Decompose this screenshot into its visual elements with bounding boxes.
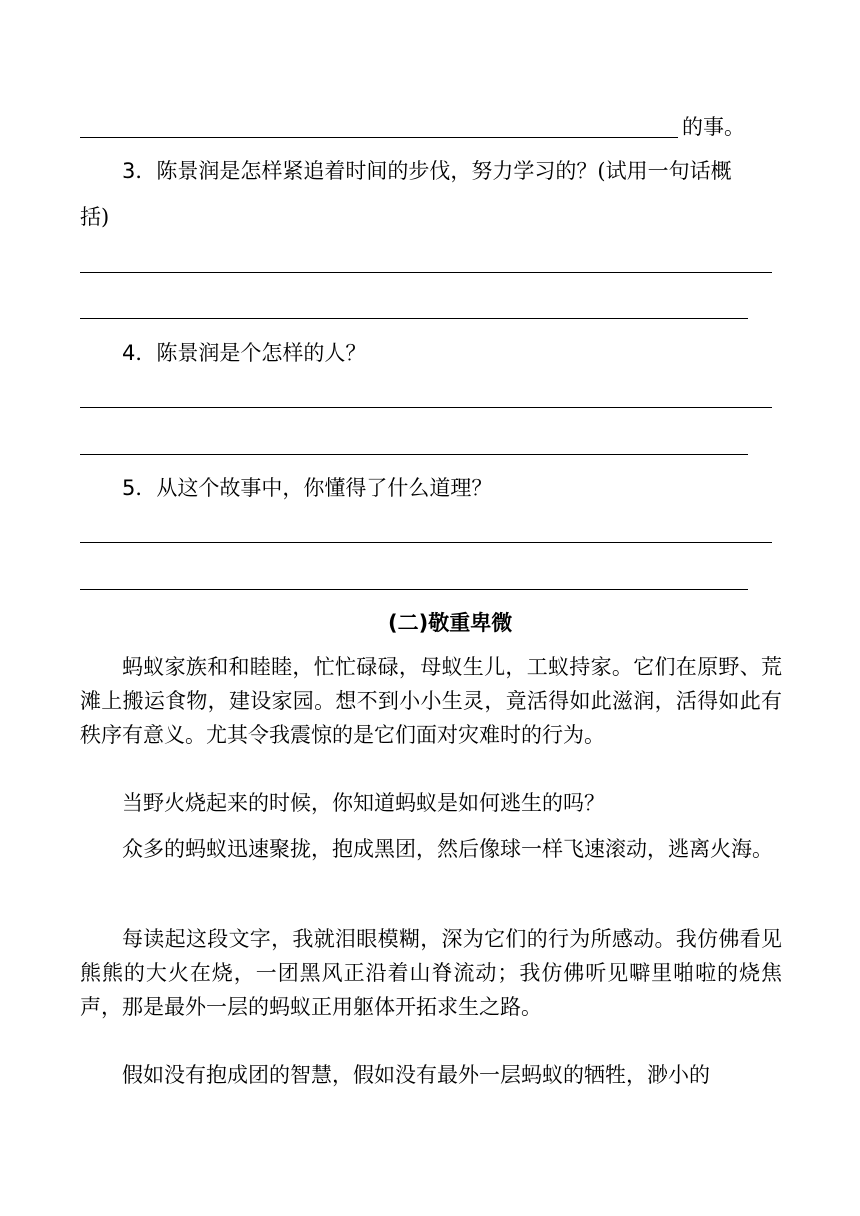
passage-paragraph-4: 每读起这段文字，我就泪眼模糊，深为它们的行为所感动。我仿佛看见熊熊的大火在烧，一团黑风正沿着山脊流动；我仿佛听见噼里啪啦的烧焦声，那是最外一层的蚂蚁正用躯体开拓求生之路。	[80, 927, 782, 1019]
passage-paragraph-1: 蚂蚁家族和和睦睦，忙忙碌碌，母蚁生儿，工蚁持家。它们在原野、荒滩上搬运食物，建设家园。想不到小小生灵，竟活得如此滋润，活得如此有秩序有意义。尤其令我震惊的是它们面对灾难时的行为。	[80, 655, 782, 747]
question-text: 陈景润是个怎样的人？	[156, 341, 367, 365]
answer-line[interactable]	[80, 542, 772, 543]
question-3	[122, 156, 732, 186]
question-3-continuation: 括)	[80, 205, 110, 229]
answer-line[interactable]	[80, 137, 678, 138]
question-4	[122, 338, 366, 368]
answer-line-suffix: 的事。	[682, 115, 745, 139]
passage-paragraph-5: 假如没有抱成团的智慧，假如没有最外一层蚂蚁的牺牲，渺小的	[122, 1063, 710, 1087]
question-number: 5．	[122, 476, 157, 500]
answer-line[interactable]	[80, 407, 772, 408]
answer-line[interactable]	[80, 272, 772, 273]
passage-paragraph-3: 众多的蚂蚁迅速聚拢，抱成黑团，然后像球一样飞速滚动，逃离火海。	[122, 837, 773, 861]
question-text: 陈景润是怎样紧追着时间的步伐，努力学习的？(试用一句话概	[156, 159, 732, 183]
answer-line[interactable]	[80, 454, 748, 455]
passage-title: (二)敬重卑微	[388, 611, 513, 635]
question-number: 4．	[122, 341, 157, 365]
answer-line[interactable]	[80, 318, 748, 319]
question-number: 3．	[122, 159, 157, 183]
question-5	[122, 473, 492, 503]
question-text: 从这个故事中，你懂得了什么道理？	[156, 476, 493, 500]
answer-line[interactable]	[80, 589, 748, 590]
passage-paragraph-2: 当野火烧起来的时候，你知道蚂蚁是如何逃生的吗？	[122, 791, 605, 815]
